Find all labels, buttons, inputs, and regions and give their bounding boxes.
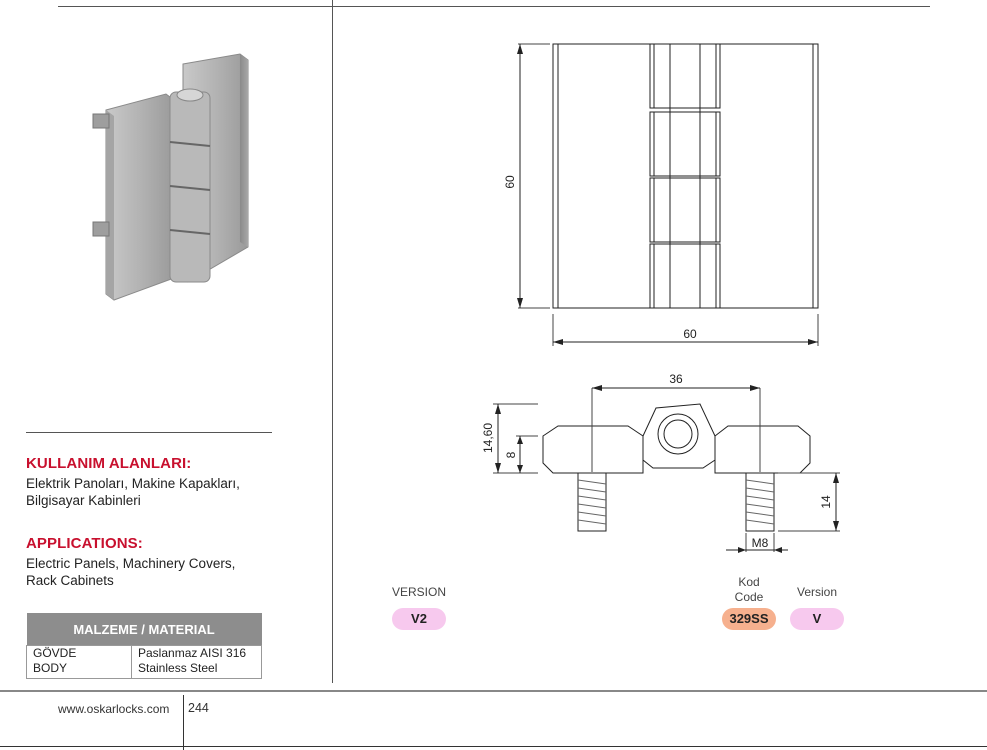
usage-tr-line1: Elektrik Panoları, Makine Kapakları, — [26, 476, 240, 491]
table-row — [27, 646, 262, 679]
hinge-product-image — [88, 42, 273, 312]
usage-tr-line2: Bilgisayar Kabinleri — [26, 493, 141, 508]
footer-divider — [183, 695, 184, 750]
material-table — [26, 613, 262, 679]
kod-label-line1: Kod — [738, 575, 760, 589]
front-view-drawing — [500, 30, 840, 350]
usage-tr-title: KULLANIM ALANLARI: — [26, 455, 192, 472]
material-value-en: Stainless Steel — [138, 661, 218, 675]
version-label: VERSION — [391, 585, 446, 599]
side-height-total-dim: 14,60 — [481, 422, 495, 454]
material-value-tr: Paslanmaz AISI 316 — [138, 646, 247, 660]
column-divider — [332, 0, 333, 683]
side-height-plate-dim: 8 — [504, 451, 518, 459]
kod-pill: 329SS — [722, 608, 776, 630]
kod-label-line2: Code — [734, 590, 764, 604]
left-section-rule — [26, 432, 272, 433]
material-value-cell — [132, 646, 262, 679]
usage-en-title: APPLICATIONS: — [26, 535, 143, 552]
material-header: MALZEME / MATERIAL — [27, 613, 262, 646]
usage-en-line1: Electric Panels, Machinery Covers, — [26, 556, 236, 571]
page-number: 244 — [188, 701, 209, 715]
version-pill: V2 — [392, 608, 446, 630]
side-width-dim: 36 — [669, 372, 683, 386]
top-rule — [58, 6, 930, 7]
front-height-dim: 60 — [503, 175, 517, 189]
material-label-tr: GÖVDE — [33, 646, 77, 660]
material-label-cell — [27, 646, 132, 679]
footer-website[interactable]: www.oskarlocks.com — [58, 702, 170, 716]
side-view-drawing — [478, 368, 848, 558]
stud-length-dim: 14 — [819, 495, 833, 509]
version2-label: Version — [796, 585, 838, 599]
footer-rule — [0, 690, 987, 692]
material-label-en: BODY — [33, 661, 68, 675]
usage-en-line2: Rack Cabinets — [26, 573, 114, 588]
front-width-dim: 60 — [683, 327, 697, 341]
thread-dim: M8 — [751, 536, 769, 550]
bottom-rule — [0, 746, 987, 747]
version2-pill: V — [790, 608, 844, 630]
